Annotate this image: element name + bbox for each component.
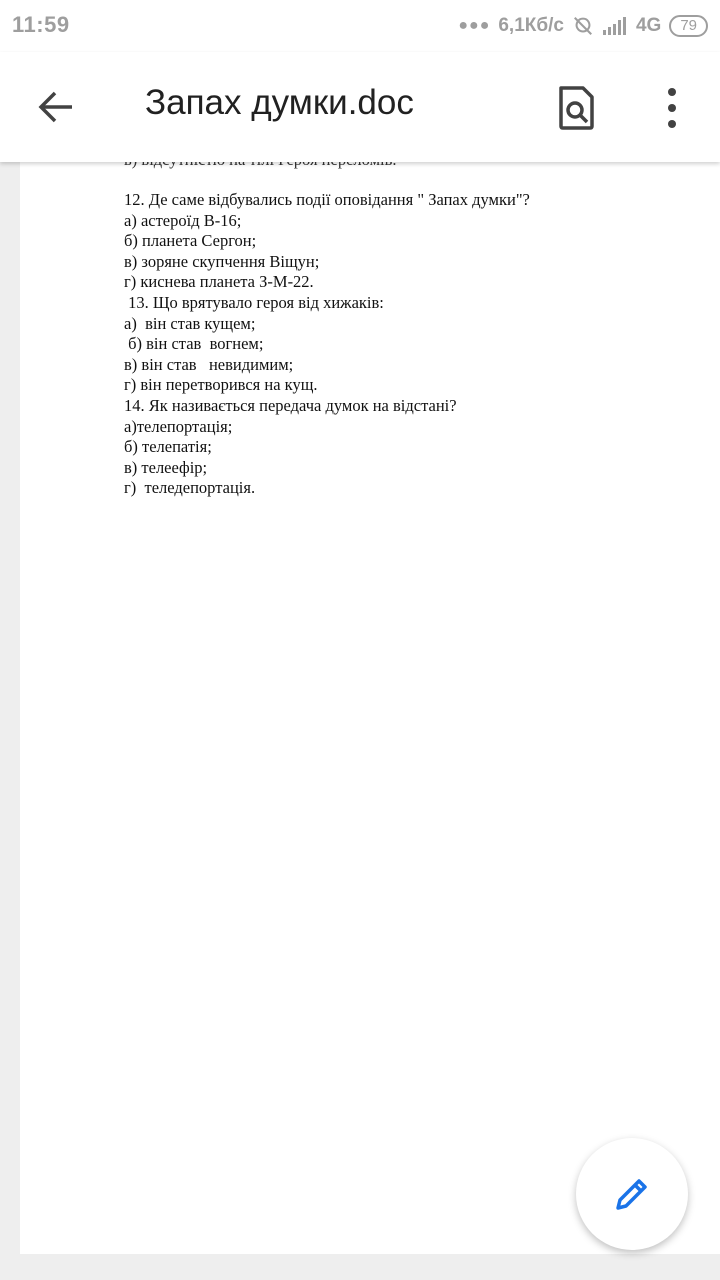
document-title: Запах думки.doc: [145, 83, 414, 122]
answer-line: в) телеефір;: [124, 457, 208, 477]
question-14: 14. Як називається передача думок на відстані?: [124, 395, 457, 415]
answer-line: в) зоряне скупчення Віщун;: [124, 251, 320, 271]
battery-indicator: 79: [669, 15, 708, 37]
answer-line: г) він перетворився на кущ.: [124, 375, 318, 395]
notification-dots-icon: ●●●: [458, 17, 491, 34]
alarm-off-icon: [572, 15, 594, 37]
network-speed: 6,1Кб/с: [498, 15, 564, 36]
network-type: 4G: [635, 15, 662, 36]
answer-line: а)телепортація;: [124, 416, 233, 436]
status-icons: [458, 13, 708, 39]
answer-line: а) він став кущем;: [124, 313, 256, 333]
arrow-back-icon[interactable]: [30, 82, 80, 132]
answer-line: г) киснева планета З-М-22.: [124, 272, 314, 292]
more-vert-icon[interactable]: [648, 82, 696, 134]
answer-line: б) він став вогнем;: [124, 334, 264, 354]
document-page[interactable]: [20, 162, 720, 1254]
question-13: 13. Що врятувало героя від хижаків:: [124, 292, 384, 312]
answer-line: в) він став невидимим;: [124, 354, 294, 374]
app-bar: [0, 52, 720, 162]
answer-line: б) планета Сергон;: [124, 231, 257, 251]
answer-line: г) теледепортація.: [124, 478, 256, 498]
answer-line: а) астероїд В-16;: [124, 210, 242, 230]
status-bar: [0, 0, 720, 52]
document-search-icon[interactable]: [550, 82, 602, 134]
answer-line: б) телепатія;: [124, 437, 212, 457]
document-content: [124, 162, 704, 499]
question-12: 12. Де саме відбувались події оповідання " Запах думки"?: [124, 190, 530, 209]
signal-icon: [602, 16, 628, 36]
pencil-icon: [610, 1172, 654, 1216]
edit-button[interactable]: [576, 1138, 688, 1250]
status-time: 11:59: [12, 12, 70, 37]
